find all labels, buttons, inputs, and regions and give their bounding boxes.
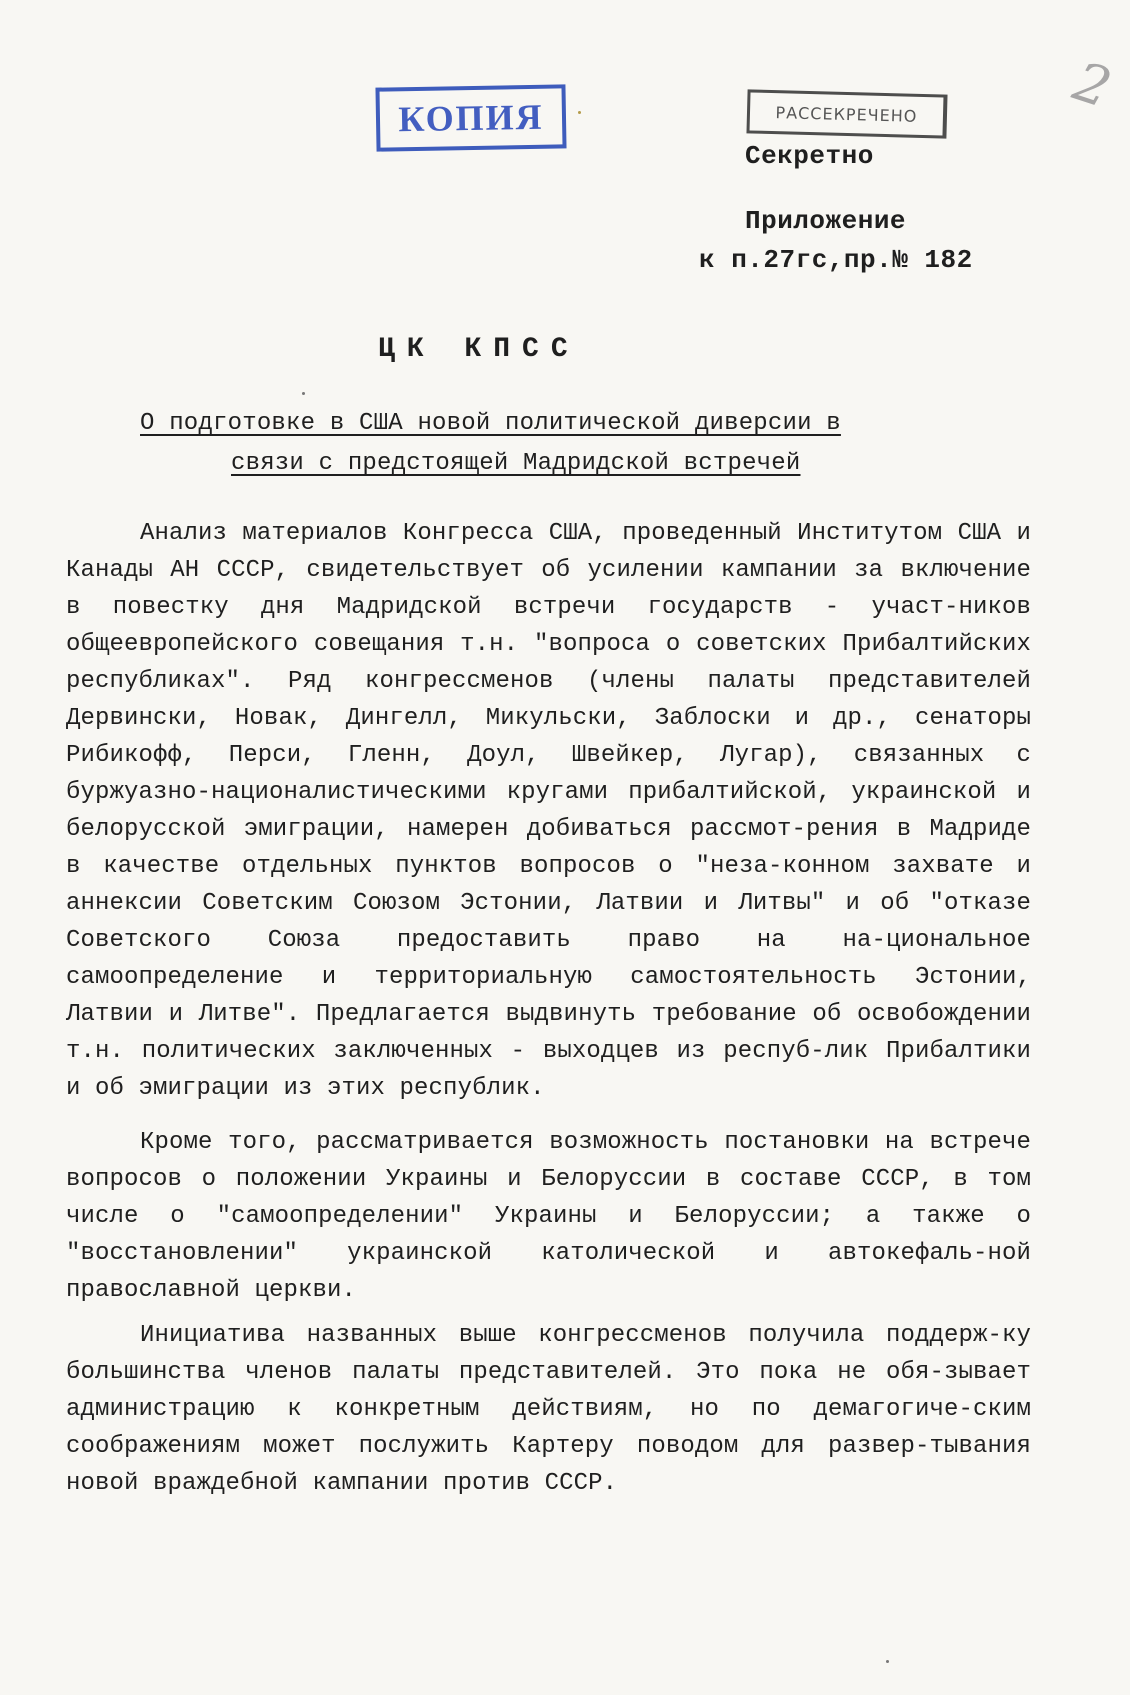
document-title-line-2: связи с предстоящей Мадридской встречей (231, 450, 801, 477)
declassified-stamp: РАССЕКРЕЧЕНО (746, 89, 947, 138)
handwritten-page-number: 2 (1066, 49, 1119, 121)
body-paragraph-1: Анализ материалов Конгресса США, проведенный Институтом США и Канады АН СССР, свидетельствует об усилении кампании за включение в повестку дня Мадридской встречи государств - участ-ников общеевропейского совещания т.н. "вопроса о советских Прибалтийских республиках". Ряд конгрессменов (члены палаты представителей Дервински, Новак, Дингелл, Микульски, Заблоски и др., сенаторы Рибикофф, Перси, Гленн, Доул, Швейкер, Лугар), связанных с буржуазно-националистическими кругами прибалтийской, украинской и белорусской эмиграции, намерен добиваться рассмот-рения в Мадриде в качестве отдельных пунктов вопросов о "неза-конном захвате и аннексии Советским Союзом Эстонии, Латвии и Литвы" и об "отказе Советского Союза предоставить право на на-циональное самоопределение и территориальную самостоятельность Эстонии, Латвии и Литве". Предлагается выдвинуть требование об освобождении т.н. политических заключенных - выходцев из респуб-лик Прибалтики и об эмиграции из этих республик. (66, 520, 1031, 1102)
paper-speck (578, 111, 581, 114)
reference-number: к п.27гс,пр.№ 182 (699, 245, 973, 275)
body-paragraph-3: Инициатива названных выше конгрессменов получила поддерж-ку большинства членов палаты представителей. Это пока не обя-зывает администрацию к конкретным действиям, но по демагогиче-ским соображениям может послужить Картеру поводом для развер-тывания новой враждебной кампании против СССР. (66, 1322, 1031, 1497)
addressee: ЦК КПСС (378, 334, 580, 365)
classification-label: Секретно (745, 141, 874, 171)
appendix-label: Приложение (745, 206, 907, 236)
document-title-line-1: О подготовке в США новой политической диверсии в (140, 410, 841, 437)
copy-stamp: КОПИЯ (375, 84, 566, 151)
paper-speck (302, 392, 305, 395)
paper-speck (886, 1660, 889, 1663)
body-paragraph-2: Кроме того, рассматривается возможность постановки на встрече вопросов о положении Украины и Белоруссии в составе СССР, в том числе о "самоопределении" Украины и Белоруссии; а также о "восстановлении" украинской католической и автокефаль-ной православной церкви. (66, 1129, 1031, 1304)
